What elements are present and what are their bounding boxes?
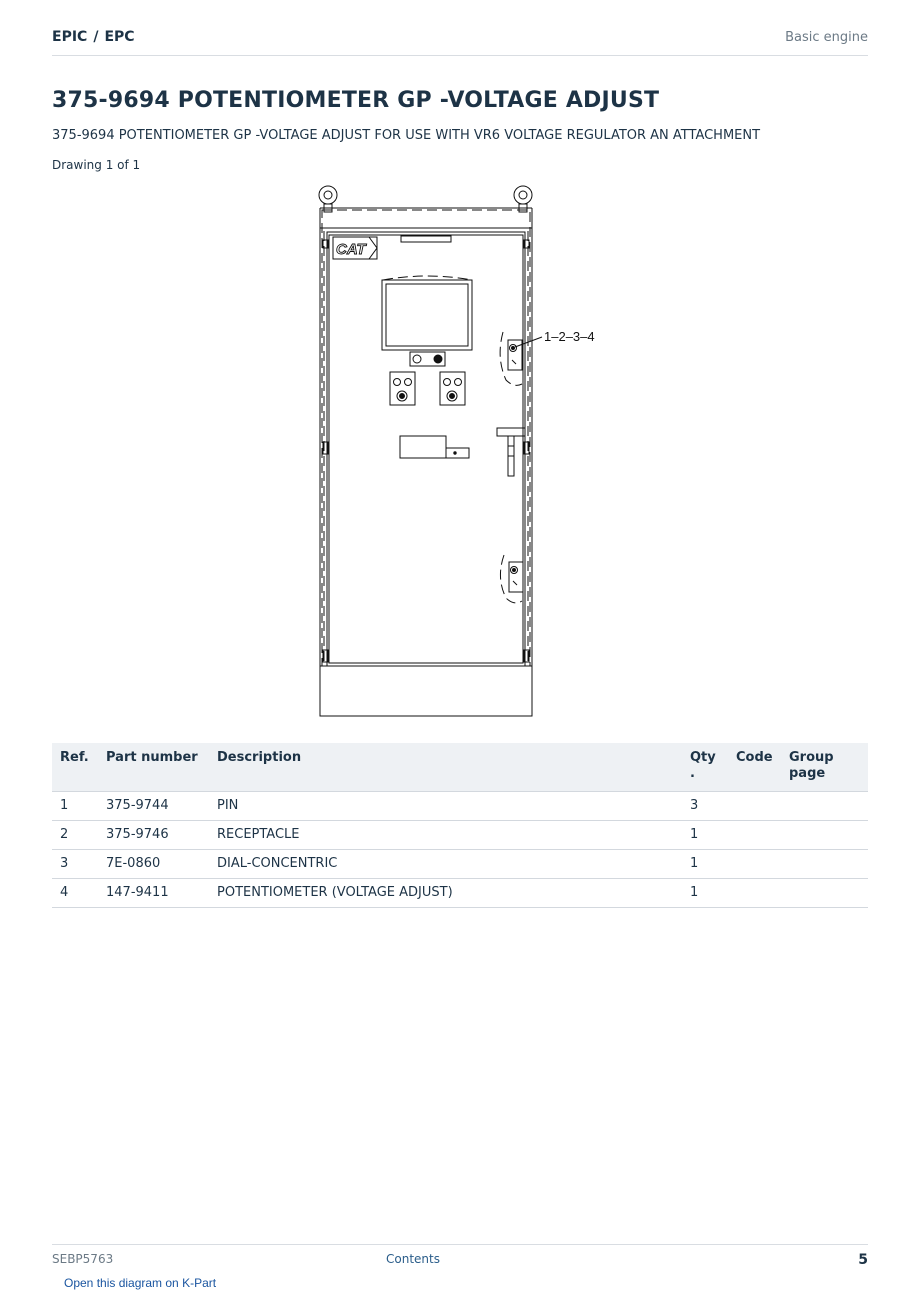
cell-code xyxy=(728,850,781,879)
lifting-eye-right xyxy=(514,186,532,204)
contents-link[interactable]: Contents xyxy=(386,1252,440,1266)
cabinet-outline xyxy=(320,228,532,716)
callout-label: 1–2–3–4 xyxy=(544,329,595,344)
voltage-dial-left xyxy=(390,372,415,405)
cell-group-page xyxy=(781,850,868,879)
breadcrumb-epc[interactable]: EPC xyxy=(104,29,135,45)
header-qty: Qty . xyxy=(682,743,728,792)
cell-description: DIAL-CONCENTRIC xyxy=(209,850,682,879)
page-subtitle: 375-9694 POTENTIOMETER GP -VOLTAGE ADJUST FOR USE WITH VR6 VOLTAGE REGULATOR AN ATTACHMENT xyxy=(52,128,761,143)
cell-code xyxy=(728,792,781,821)
page-number: 5 xyxy=(858,1252,868,1268)
table-row[interactable] xyxy=(52,850,868,879)
parts-diagram xyxy=(300,180,620,725)
cell-group-page xyxy=(781,792,868,821)
header-ref: Ref. xyxy=(52,743,98,792)
page-header xyxy=(52,28,868,56)
cell-part-number: 375-9746 xyxy=(98,821,209,850)
table-row[interactable] xyxy=(52,792,868,821)
cell-ref: 2 xyxy=(52,821,98,850)
cell-group-page xyxy=(781,879,868,908)
cell-ref: 4 xyxy=(52,879,98,908)
cell-part-number: 147-9411 xyxy=(98,879,209,908)
header-code: Code xyxy=(728,743,781,792)
cell-qty: 3 xyxy=(682,792,728,821)
page-title: 375-9694 POTENTIOMETER GP -VOLTAGE ADJUST xyxy=(52,88,660,113)
table-header-row xyxy=(52,743,868,792)
cell-ref: 3 xyxy=(52,850,98,879)
cell-group-page xyxy=(781,821,868,850)
section-name: Basic engine xyxy=(785,30,868,45)
logo-text: CAT xyxy=(336,241,366,258)
drawing-label: Drawing 1 of 1 xyxy=(52,158,141,172)
cell-description: POTENTIOMETER (VOLTAGE ADJUST) xyxy=(209,879,682,908)
open-in-kpart-link[interactable]: Open this diagram on K-Part xyxy=(64,1276,217,1290)
phantom-enclosure xyxy=(322,210,530,666)
cell-qty: 1 xyxy=(682,850,728,879)
cell-code xyxy=(728,821,781,850)
cell-code xyxy=(728,879,781,908)
cabinet-door xyxy=(327,232,525,666)
header-group-page: Group page xyxy=(781,743,868,792)
cell-part-number: 375-9744 xyxy=(98,792,209,821)
cell-part-number: 7E-0860 xyxy=(98,850,209,879)
cell-description: PIN xyxy=(209,792,682,821)
document-code: SEBP5763 xyxy=(52,1252,114,1266)
header-part-number: Part number xyxy=(98,743,209,792)
breadcrumb xyxy=(52,29,135,45)
cell-qty: 1 xyxy=(682,821,728,850)
cell-description: RECEPTACLE xyxy=(209,821,682,850)
breadcrumb-epic[interactable]: EPIC xyxy=(52,29,88,45)
header-description: Description xyxy=(209,743,682,792)
cell-ref: 1 xyxy=(52,792,98,821)
table-row[interactable] xyxy=(52,821,868,850)
display-screen xyxy=(382,280,472,350)
parts-table xyxy=(52,743,868,908)
voltage-dial-right xyxy=(440,372,465,405)
footer-divider xyxy=(52,1244,868,1245)
lifting-eye-left xyxy=(319,186,337,204)
door-handle xyxy=(497,428,525,436)
cell-qty: 1 xyxy=(682,879,728,908)
breadcrumb-separator: / xyxy=(93,29,99,45)
table-row[interactable] xyxy=(52,879,868,908)
